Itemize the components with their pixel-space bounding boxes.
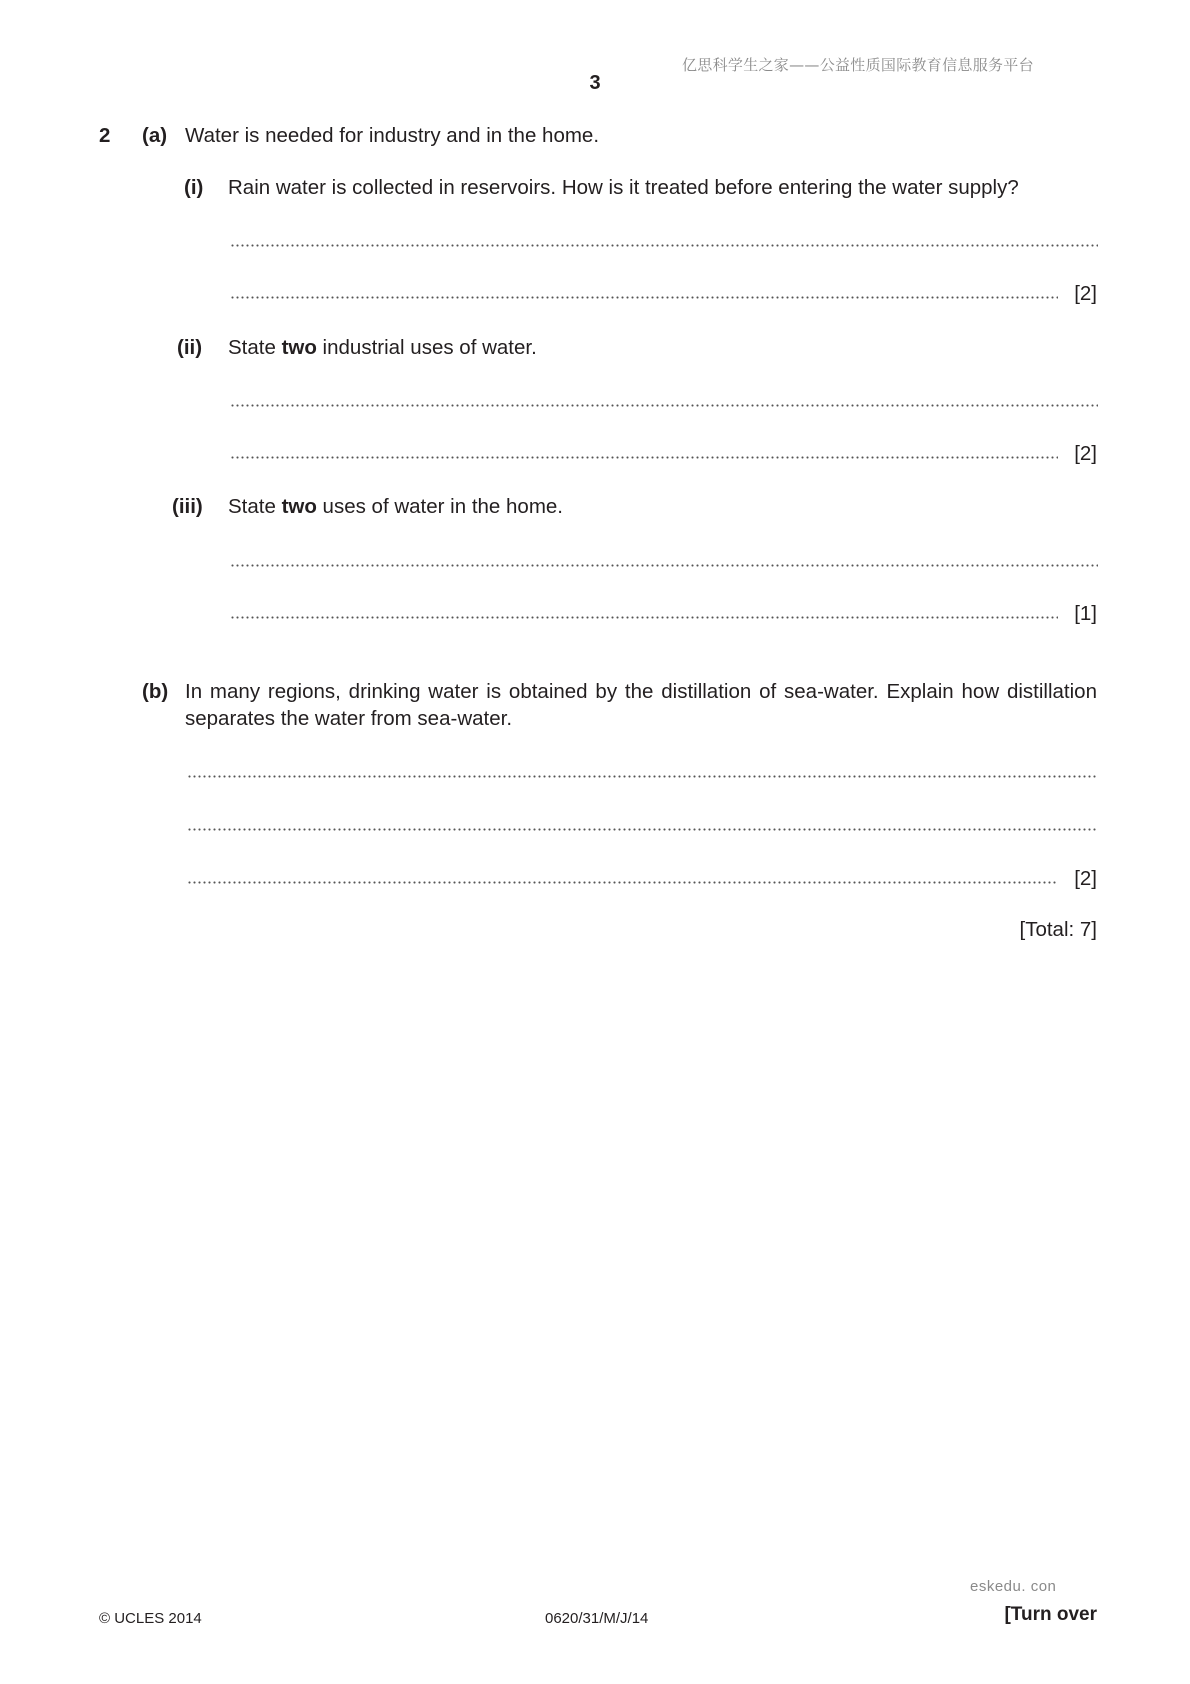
subpart-ii-label: (ii) — [177, 336, 203, 359]
watermark-text: 亿思科学生之家——公益性质国际教育信息服务平台 — [682, 56, 1034, 74]
subpart-ii-text-before: State — [228, 336, 282, 359]
part-b-question: In many regions, drinking water is obtained by the distillation of sea-water. Explain how distillation separates the water from sea-water. — [185, 680, 1097, 730]
answer-line[interactable] — [230, 616, 1058, 619]
paper-code: 0620/31/M/J/14 — [545, 1610, 649, 1627]
mark-allocation: [2] — [1074, 867, 1097, 890]
mark-allocation: [2] — [1074, 282, 1097, 305]
answer-line[interactable] — [230, 296, 1058, 299]
subpart-iii-label: (iii) — [172, 495, 203, 518]
answer-line[interactable] — [187, 828, 1098, 831]
mark-allocation: [1] — [1074, 602, 1097, 625]
answer-line[interactable] — [187, 775, 1098, 778]
question-number: 2 — [99, 124, 111, 147]
answer-line[interactable] — [187, 881, 1058, 884]
page-number: 3 — [589, 72, 601, 94]
part-b-label: (b) — [142, 680, 169, 703]
subpart-iii-question — [228, 493, 563, 520]
answer-line[interactable] — [230, 244, 1098, 247]
part-a-stem: Water is needed for industry and in the home. — [185, 124, 600, 147]
subpart-ii-text-after: industrial uses of water. — [316, 336, 537, 359]
total-marks: [Total: 7] — [1019, 918, 1097, 941]
subpart-i-text: Rain water is collected in reservoirs. How is it treated before entering the water supply? — [228, 176, 1019, 199]
part-a-label: (a) — [142, 124, 168, 147]
answer-line[interactable] — [230, 456, 1058, 459]
answer-line[interactable] — [230, 404, 1098, 407]
subpart-iii-text-after: uses of water in the home. — [316, 495, 563, 518]
subpart-i-label: (i) — [184, 176, 204, 199]
subpart-iii-emphasis: two — [281, 495, 317, 518]
answer-line[interactable] — [230, 564, 1098, 567]
copyright: © UCLES 2014 — [99, 1610, 202, 1627]
subpart-i-question — [228, 174, 1019, 201]
mark-allocation: [2] — [1074, 442, 1097, 465]
turn-over: [Turn over — [1004, 1604, 1097, 1625]
subpart-ii-question — [228, 334, 537, 361]
subpart-ii-emphasis: two — [281, 336, 317, 359]
subpart-iii-text-before: State — [228, 495, 282, 518]
footer-site-watermark: eskedu. con — [970, 1578, 1057, 1595]
